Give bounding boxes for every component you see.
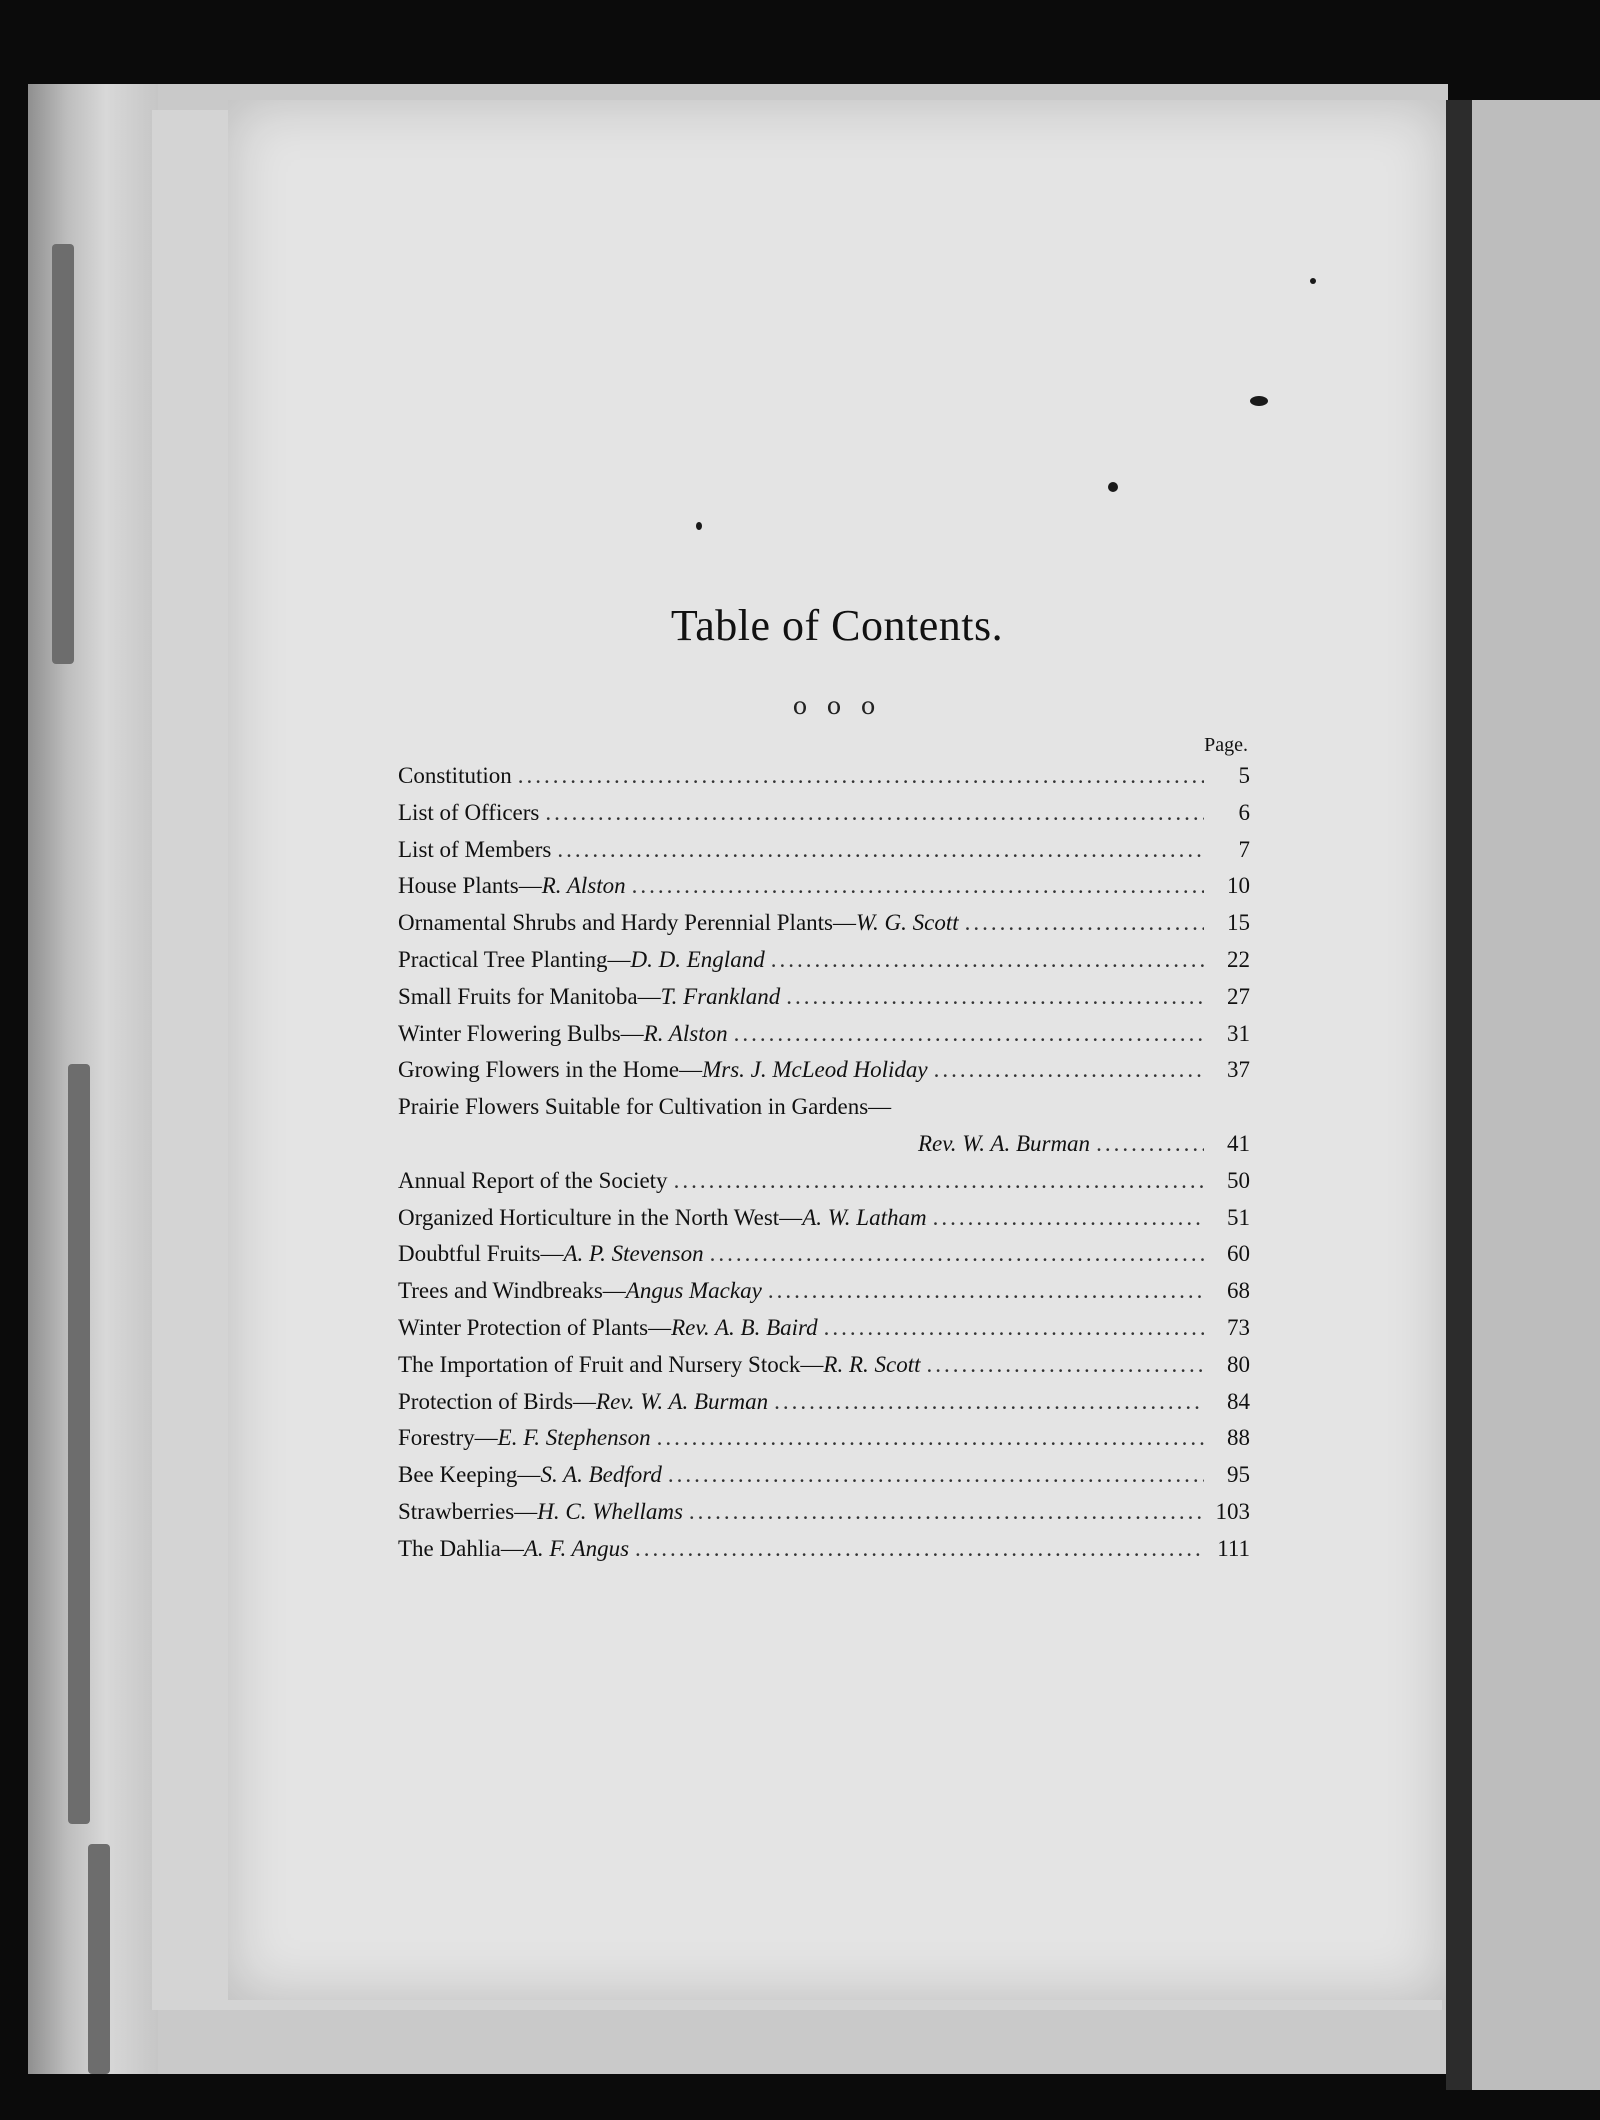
title-ornament: o o o — [792, 692, 882, 720]
facing-page-edge — [1472, 100, 1600, 2090]
toc-entry — [398, 1457, 1250, 1494]
dot-leader — [545, 795, 1204, 832]
toc-entry-title: Constitution — [398, 763, 512, 788]
dot-leader — [635, 1531, 1204, 1568]
toc-entry — [398, 832, 1250, 869]
toc-entry-author: H. C. Whellams — [537, 1498, 683, 1524]
toc-entry — [398, 1347, 1250, 1384]
dot-leader — [668, 1457, 1204, 1494]
page-column-label: Page. — [1204, 734, 1248, 756]
toc-entry-page: 111 — [1217, 1535, 1250, 1561]
toc-entry — [398, 1016, 1250, 1053]
toc-entry-author: W. G. Scott — [856, 910, 959, 936]
toc-entry-page: 50 — [1227, 1167, 1250, 1193]
dot-leader — [768, 1273, 1204, 1310]
toc-entry-title: Bee Keeping— — [398, 1462, 541, 1488]
toc-entry-page: 51 — [1227, 1204, 1250, 1230]
toc-entry-author: Rev. A. B. Baird — [671, 1314, 818, 1340]
toc-entry-author: R. Alston — [643, 1020, 728, 1046]
toc-entry-page: 60 — [1227, 1241, 1250, 1267]
toc-entry — [398, 1126, 1250, 1163]
dot-leader — [657, 1420, 1204, 1457]
toc-entry — [398, 1200, 1250, 1237]
torn-cover-edge — [28, 84, 158, 2074]
toc-entry-author: D. D. England — [630, 946, 765, 972]
toc-entry — [398, 1310, 1250, 1347]
torn-strip — [68, 1064, 90, 1824]
toc-entry — [398, 868, 1250, 905]
toc-entry-title: Practical Tree Planting— — [398, 946, 631, 972]
toc-entry-title: Trees and Windbreaks— — [398, 1278, 626, 1304]
toc-entry-author: S. A. Bedford — [540, 1462, 662, 1488]
toc-entry — [398, 942, 1250, 979]
dot-leader — [934, 1052, 1204, 1089]
toc-entry-page: 5 — [1238, 763, 1250, 788]
toc-entry-title: Small Fruits for Manitoba— — [398, 983, 661, 1009]
toc-entry — [398, 979, 1250, 1016]
ink-speck — [696, 522, 702, 530]
toc-entry-page: 73 — [1227, 1314, 1250, 1340]
dot-leader — [674, 1163, 1204, 1200]
toc-entry-page: 80 — [1227, 1351, 1250, 1377]
toc-entry-author: A. P. Stevenson — [563, 1241, 704, 1267]
toc-entry-author: T. Frankland — [660, 983, 781, 1009]
toc-entry-title: Protection of Birds— — [398, 1388, 597, 1414]
dot-leader — [774, 1384, 1204, 1421]
toc-entry-page: 7 — [1238, 836, 1250, 862]
toc-entry-page: 22 — [1227, 946, 1250, 972]
book-spine — [1446, 100, 1472, 2090]
toc-entry-author: A. W. Latham — [802, 1204, 927, 1230]
toc-entry-author: Mrs. J. McLeod Holiday — [702, 1057, 928, 1083]
toc-entry-page: 37 — [1227, 1057, 1250, 1083]
dot-leader — [824, 1310, 1204, 1347]
page-title: Table of Contents. — [670, 601, 1004, 650]
dot-leader — [933, 1200, 1204, 1237]
toc-entry-page: 88 — [1227, 1425, 1250, 1451]
toc-entry-title: House Plants— — [398, 873, 542, 899]
toc-entry-author: Angus Mackay — [625, 1278, 762, 1304]
dot-leader — [927, 1347, 1204, 1384]
toc-entry-title: List of Officers — [398, 799, 540, 825]
toc-entry-title: The Dahlia— — [398, 1535, 524, 1561]
toc-entry-page: 27 — [1227, 983, 1250, 1009]
toc-entry-title: The Importation of Fruit and Nursery Stock— — [398, 1351, 824, 1377]
toc-entry-page: 84 — [1227, 1388, 1250, 1414]
toc-entry — [398, 1089, 1250, 1126]
ink-speck — [1108, 482, 1118, 492]
toc-entry-author: A. F. Angus — [523, 1535, 630, 1561]
toc-entry — [398, 1236, 1250, 1273]
toc-entry-title: Prairie Flowers Suitable for Cultivation in Gardens— — [398, 1094, 892, 1120]
dot-leader — [771, 942, 1204, 979]
toc-entry-page: 15 — [1227, 910, 1250, 936]
table-of-contents — [398, 758, 1250, 1568]
toc-entry — [398, 1420, 1250, 1457]
toc-entry-page: 41 — [1227, 1130, 1250, 1156]
toc-entry-title: Ornamental Shrubs and Hardy Perennial Plants— — [398, 910, 856, 936]
torn-strip — [52, 244, 74, 664]
dot-leader — [689, 1494, 1204, 1531]
torn-strip — [88, 1844, 110, 2074]
toc-entry-author: R. R. Scott — [823, 1351, 921, 1377]
dot-leader — [1096, 1126, 1204, 1163]
toc-entry-author: Rev. W. A. Burman — [596, 1388, 769, 1414]
toc-entry — [398, 1494, 1250, 1531]
toc-entry-title: Organized Horticulture in the North West— — [398, 1204, 803, 1230]
dot-leader — [557, 832, 1204, 869]
dot-leader — [710, 1236, 1204, 1273]
toc-entry — [398, 1273, 1250, 1310]
toc-entry-author: Rev. W. A. Burman — [918, 1130, 1091, 1156]
toc-entry — [398, 795, 1250, 832]
toc-entry — [398, 1531, 1250, 1568]
dot-leader — [965, 905, 1204, 942]
toc-entry-page: 10 — [1227, 873, 1250, 899]
toc-entry-title: Winter Protection of Plants— — [398, 1314, 672, 1340]
toc-entry-author: R. Alston — [541, 873, 626, 899]
toc-entry — [398, 1384, 1250, 1421]
ink-speck — [1250, 396, 1268, 406]
toc-entry — [398, 1052, 1250, 1089]
toc-entry-page: 6 — [1238, 799, 1250, 825]
dot-leader — [632, 868, 1204, 905]
toc-entry-title: List of Members — [398, 836, 552, 862]
toc-entry-page: 68 — [1227, 1278, 1250, 1304]
dot-leader — [786, 979, 1204, 1016]
toc-entry-page: 31 — [1227, 1020, 1250, 1046]
dot-leader — [734, 1016, 1204, 1053]
dot-leader — [518, 758, 1204, 795]
toc-entry-title: Growing Flowers in the Home— — [398, 1057, 703, 1083]
toc-entry-title: Annual Report of the Society — [398, 1167, 668, 1193]
toc-entry-title: Forestry— — [398, 1425, 498, 1451]
toc-entry-title: Strawberries— — [398, 1498, 538, 1524]
toc-entry — [398, 1163, 1250, 1200]
toc-entry-page: 103 — [1215, 1498, 1250, 1524]
toc-entry-title: Doubtful Fruits— — [398, 1241, 564, 1267]
toc-entry-author: E. F. Stephenson — [497, 1425, 651, 1451]
toc-entry-page: 95 — [1227, 1462, 1250, 1488]
ink-speck — [1310, 278, 1316, 284]
toc-entry — [398, 905, 1250, 942]
toc-entry — [398, 758, 1250, 795]
toc-entry-title: Winter Flowering Bulbs— — [398, 1020, 644, 1046]
